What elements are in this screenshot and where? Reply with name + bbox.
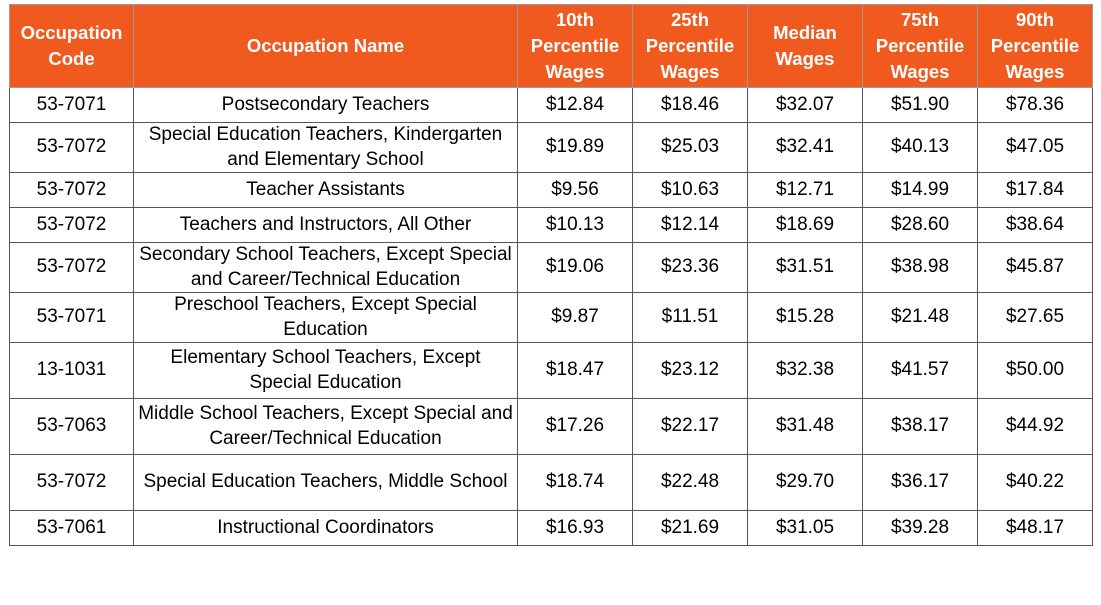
header-occupation-code: Occupation Code: [10, 5, 134, 88]
table-header-row: [10, 5, 1093, 88]
cell-wage-90th: $38.64: [978, 208, 1093, 243]
cell-wage-25th: $22.48: [633, 455, 748, 511]
cell-wage-75th: $14.99: [863, 173, 978, 208]
header-median: Median Wages: [748, 5, 863, 88]
header-75th-percentile: 75th Percentile Wages: [863, 5, 978, 88]
cell-occupation-code: 53-7061: [10, 511, 134, 546]
table-row: [10, 123, 1093, 173]
table-row: [10, 173, 1093, 208]
cell-occupation-code: 53-7072: [10, 243, 134, 293]
cell-wage-25th: $10.63: [633, 173, 748, 208]
header-10th-percentile: 10th Percentile Wages: [518, 5, 633, 88]
cell-occupation-name: Special Education Teachers, Kindergarten and Elementary School: [134, 123, 518, 173]
cell-wage-90th: $50.00: [978, 343, 1093, 399]
cell-wage-90th: $48.17: [978, 511, 1093, 546]
cell-wage-25th: $23.12: [633, 343, 748, 399]
cell-wage-75th: $38.98: [863, 243, 978, 293]
cell-occupation-code: 53-7072: [10, 173, 134, 208]
cell-wage-10th: $9.56: [518, 173, 633, 208]
cell-wage-75th: $51.90: [863, 88, 978, 123]
cell-wage-25th: $22.17: [633, 399, 748, 455]
cell-wage-25th: $21.69: [633, 511, 748, 546]
cell-wage-90th: $44.92: [978, 399, 1093, 455]
cell-wage-25th: $18.46: [633, 88, 748, 123]
cell-occupation-name: Teachers and Instructors, All Other: [134, 208, 518, 243]
cell-wage-25th: $12.14: [633, 208, 748, 243]
cell-occupation-code: 53-7071: [10, 88, 134, 123]
cell-occupation-name: Teacher Assistants: [134, 173, 518, 208]
cell-wage-median: $32.41: [748, 123, 863, 173]
cell-wage-10th: $16.93: [518, 511, 633, 546]
cell-wage-75th: $38.17: [863, 399, 978, 455]
cell-occupation-name: Postsecondary Teachers: [134, 88, 518, 123]
cell-wage-90th: $45.87: [978, 243, 1093, 293]
table-row: [10, 399, 1093, 455]
cell-occupation-code: 53-7072: [10, 455, 134, 511]
cell-occupation-code: 13-1031: [10, 343, 134, 399]
cell-wage-10th: $12.84: [518, 88, 633, 123]
table-row: [10, 511, 1093, 546]
cell-wage-90th: $40.22: [978, 455, 1093, 511]
cell-wage-25th: $11.51: [633, 293, 748, 343]
cell-wage-10th: $18.74: [518, 455, 633, 511]
occupation-wages-table: [9, 4, 1093, 546]
cell-occupation-code: 53-7072: [10, 123, 134, 173]
cell-wage-75th: $39.28: [863, 511, 978, 546]
header-occupation-name: Occupation Name: [134, 5, 518, 88]
cell-occupation-code: 53-7072: [10, 208, 134, 243]
cell-occupation-name: Special Education Teachers, Middle School: [134, 455, 518, 511]
cell-wage-75th: $40.13: [863, 123, 978, 173]
cell-wage-10th: $18.47: [518, 343, 633, 399]
table-row: [10, 208, 1093, 243]
cell-wage-median: $29.70: [748, 455, 863, 511]
table-row: [10, 293, 1093, 343]
cell-wage-90th: $78.36: [978, 88, 1093, 123]
cell-wage-75th: $21.48: [863, 293, 978, 343]
cell-wage-median: $12.71: [748, 173, 863, 208]
cell-wage-10th: $19.06: [518, 243, 633, 293]
cell-wage-median: $15.28: [748, 293, 863, 343]
cell-wage-median: $32.38: [748, 343, 863, 399]
cell-wage-median: $31.51: [748, 243, 863, 293]
cell-wage-median: $31.05: [748, 511, 863, 546]
cell-wage-median: $31.48: [748, 399, 863, 455]
cell-wage-75th: $28.60: [863, 208, 978, 243]
wages-table-container: [9, 4, 1093, 546]
header-90th-percentile: 90th Percentile Wages: [978, 5, 1093, 88]
cell-wage-median: $32.07: [748, 88, 863, 123]
cell-occupation-name: Middle School Teachers, Except Special and Career/Technical Education: [134, 399, 518, 455]
cell-wage-10th: $9.87: [518, 293, 633, 343]
cell-wage-90th: $47.05: [978, 123, 1093, 173]
table-row: [10, 243, 1093, 293]
cell-wage-10th: $19.89: [518, 123, 633, 173]
cell-wage-75th: $41.57: [863, 343, 978, 399]
cell-wage-90th: $27.65: [978, 293, 1093, 343]
header-25th-percentile: 25th Percentile Wages: [633, 5, 748, 88]
cell-occupation-name: Instructional Coordinators: [134, 511, 518, 546]
cell-occupation-code: 53-7063: [10, 399, 134, 455]
cell-wage-median: $18.69: [748, 208, 863, 243]
table-row: [10, 343, 1093, 399]
cell-occupation-name: Secondary School Teachers, Except Special and Career/Technical Education: [134, 243, 518, 293]
cell-occupation-name: Preschool Teachers, Except Special Education: [134, 293, 518, 343]
cell-wage-25th: $23.36: [633, 243, 748, 293]
cell-occupation-name: Elementary School Teachers, Except Special Education: [134, 343, 518, 399]
cell-wage-10th: $17.26: [518, 399, 633, 455]
table-row: [10, 455, 1093, 511]
cell-wage-25th: $25.03: [633, 123, 748, 173]
cell-occupation-code: 53-7071: [10, 293, 134, 343]
table-row: [10, 88, 1093, 123]
cell-wage-10th: $10.13: [518, 208, 633, 243]
cell-wage-75th: $36.17: [863, 455, 978, 511]
cell-wage-90th: $17.84: [978, 173, 1093, 208]
